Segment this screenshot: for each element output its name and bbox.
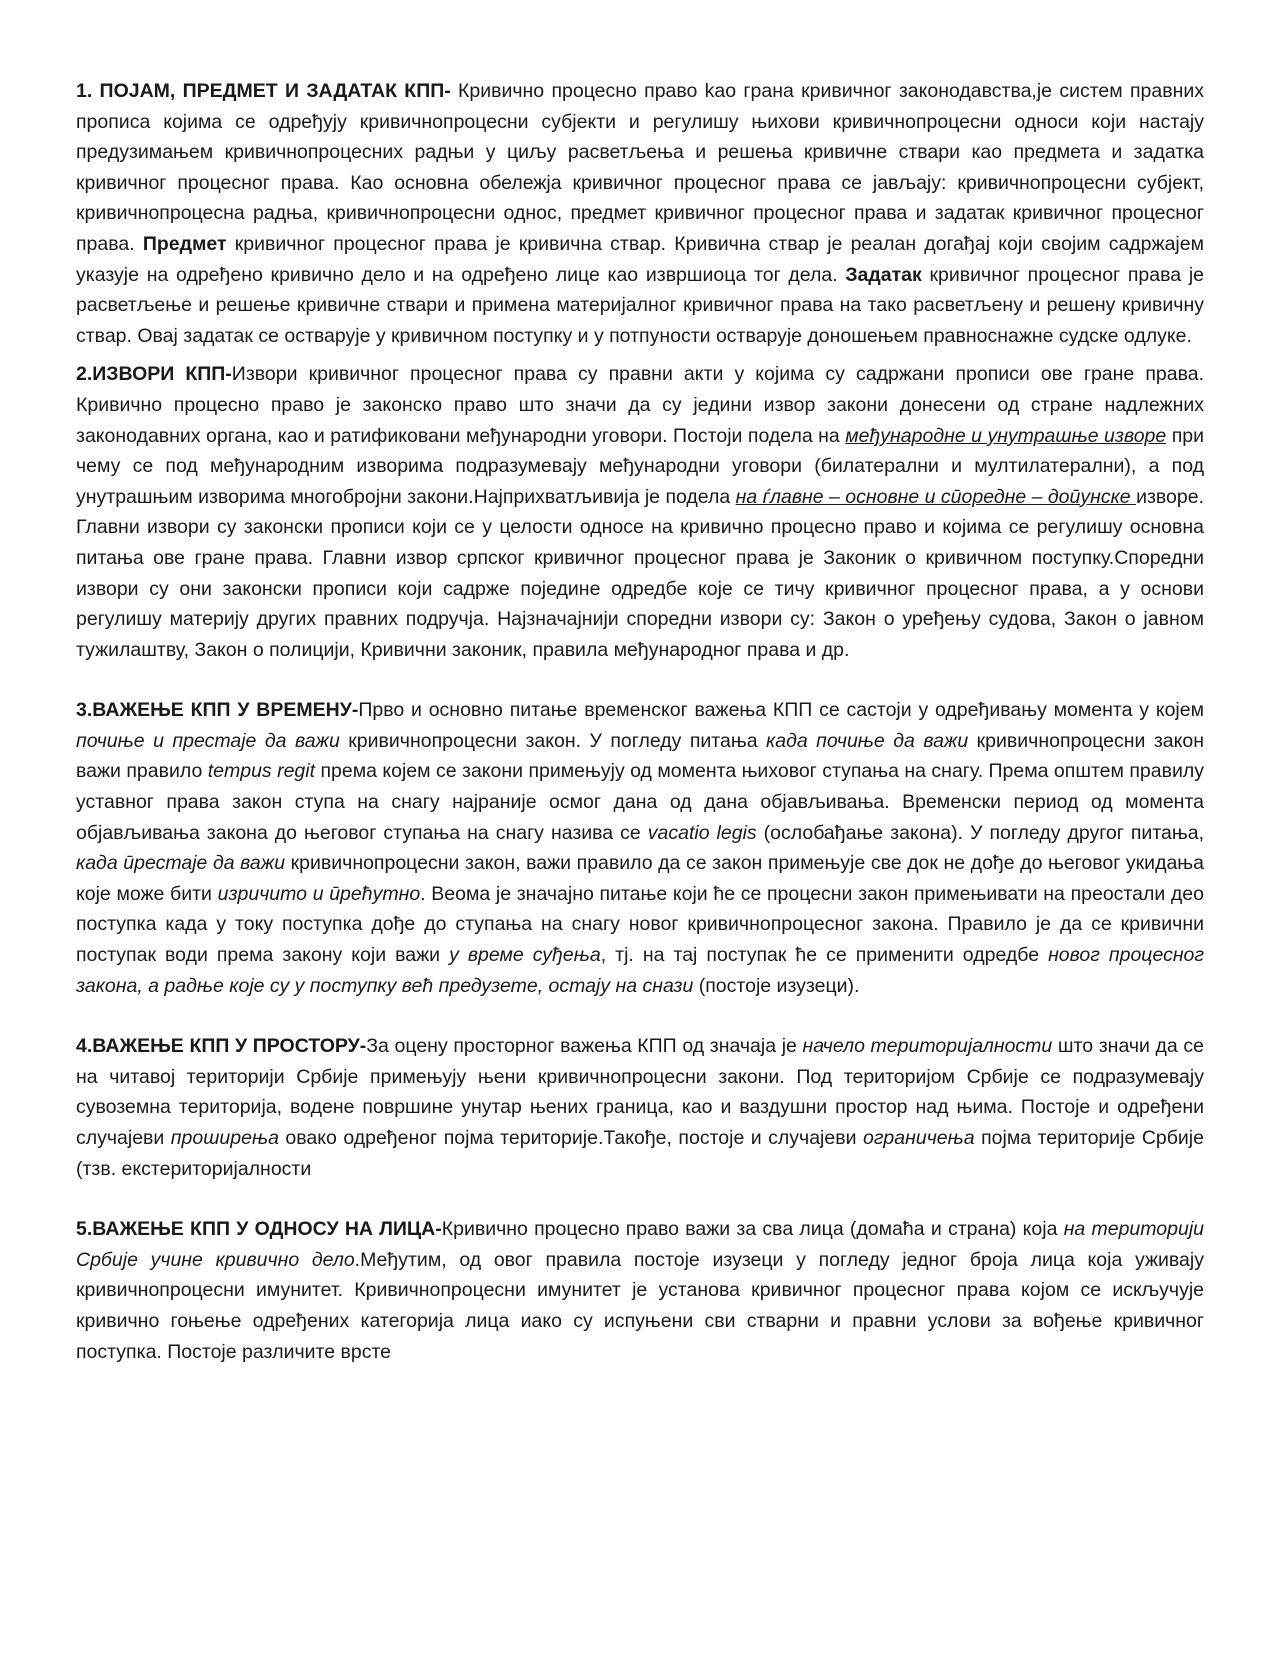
section-3-text: кривичнопроцесни закон. У погледу питања — [339, 729, 767, 752]
section-3-heading: 3.ВАЖЕЊЕ КПП У ВРЕМЕНУ- — [76, 699, 359, 722]
section-4-emphasis: проширења — [170, 1127, 279, 1149]
section-3-text: . Веома је значајно питање који ће се процесни закон примењивати на преостали део поступка када у току поступка дође до ступања на снагу новог кривичнопроцесног закона. Правило је да се кривични поступак води према закону који важи — [76, 882, 1204, 967]
section-3-text: (ослобађање закона). У погледу другог питања, — [756, 821, 1204, 844]
section-2-text: при чему се под међународним изворима подразумевају међународни уговори (билатерални и мултилатерални), а под унутрашњим изворима многобројни закони.Најприхватљивија је подела — [76, 424, 1204, 508]
document-body — [76, 76, 1204, 1367]
section-1-paragraph — [76, 76, 1204, 351]
section-2-heading: 2.ИЗВОРИ КПП- — [76, 363, 232, 386]
section-2-text: Извори кривичног процесног права су правни акти у којима су садржани прописи ове гране права. Кривично процесно право је законско право што значи да су једини извор закони донесени од стране надлежних законодавних органа, као и ратификовани међународни уговори. Постоји подела на — [76, 363, 1204, 447]
section-3-text: (постоје изузеци). — [693, 974, 860, 997]
section-4-text: За оцену просторног важења КПП од значаја је — [366, 1035, 803, 1058]
section-1-text: Кривично процесно право kao грана кривичног законодавства,је систем правних прописа којима се одређују кривичнопроцесни субјекти и регулишу њихови кривичнопроцесни односи који настају предузимањем кривичнопроцесних радњи у циљу расветљења и решења кривичне ствари као предмета и задатка кривичног процесног права. Као основна обележја кривичног процесног права се јављају: кривичнопроцесни субјект, кривичнопроцесна радња, кривичнопроцесни однос, предмет кривичног процесног права и задатак кривичног процесног права. — [76, 80, 1204, 255]
section-5-paragraph — [76, 1214, 1204, 1367]
section-3-text: Прво и основно питање временског важења КПП се састоји у одређивању момента у којем — [358, 699, 1204, 722]
section-3-text: кривичнопроцесни закон, важи правило да се закон примењује све док не дође до његовог укидања које може бити — [76, 852, 1204, 905]
section-5-heading: 5.ВАЖЕЊЕ КПП У ОДНОСУ НА ЛИЦА- — [76, 1218, 442, 1241]
section-4-heading: 4.ВАЖЕЊЕ КПП У ПРОСТОРУ- — [76, 1035, 367, 1058]
section-4-emphasis: ограничења — [862, 1127, 975, 1149]
section-3-emphasis: изричито и ӣрећутно — [217, 882, 421, 905]
section-3-emphasis: почиње и престаје да важи — [76, 729, 340, 752]
section-1-heading: 1. ПОЈАМ, ПРЕДМЕТ И ЗАДАТАК КПП- — [76, 80, 451, 102]
section-2-text: изворе. Главни извори су законски прописи који се у целости односе на кривично процесно право и којима се регулишу основна питања ове гране права. Главни извор српског кривичног процесног права је Законик о кривичном поступку.Споредни извори су они законски прописи који садрже поједине одредбе које се тичу кривичног процесног права, а у основи регулишу материју других правних подручја. Најзначајнији споредни извори су: Закон о уређењу судова, Закон о јавном тужилаштву, Закон о полицији, Кривични законик, правила међународног права и др. — [76, 485, 1204, 661]
section-3-emphasis: у време суђења — [449, 944, 601, 967]
section-3-emphasis: када почиње да важи — [766, 729, 969, 752]
section-3-emphasis: када ӣрестаје да важи — [76, 852, 286, 875]
section-5-text: .Међутим, од овог правила постоје изузеци у погледу једног броја лица која уживају кривичнопроцесни имунитет. Кривичнопроцесни имунитет је установа кривичног процесног права којом се искључује кривично гоњење одређених категорија лица иако су испуњени сви стварни и правни услови за вођење кривичног поступка. Постоје различите врсте — [76, 1248, 1204, 1363]
section-3-emphasis: новог процесног закона, а радње које су у поступку већ предузете, остају на снази — [76, 944, 1205, 997]
section-2-emphasis: на ѓлавне – основне и сӣоредне – доӣунске — [735, 485, 1137, 508]
section-3-text: кривичнопроцесни закон важи правило — [76, 729, 1205, 783]
section-3-text: , тј. на тај поступак ће се применити одредбе — [600, 944, 1049, 967]
section-4-text: што значи да се на читавој територији Србије примењују њени кривичнопроцесни закони. Под територијом Србије се подразумевају сувоземна територија, водене површине унутар њених граница, као и ваздушни простор над њима. Постоје и одређени случајеви — [76, 1035, 1205, 1149]
section-2-emphasis: међународне и унутрашње изворе — [845, 424, 1167, 447]
section-3-text: према којем се закони примењују од момента њиховог ступања на снагу. Према општем правилу уставног права закон ступа на снагу најраније осмог дана од дана објављивања. Временски период од момента објављивања закона до његовог ступања на снагу назива се — [76, 760, 1204, 844]
section-5-emphasis: на територији Србије учине кривично дело — [76, 1218, 1205, 1271]
section-3-latin-term: tempus regit — [207, 760, 316, 783]
section-4-paragraph — [76, 1031, 1204, 1184]
section-4-emphasis: начело територијалности — [802, 1035, 1053, 1058]
section-1-term-subject: Предмет — [142, 232, 227, 255]
section-1-text: кривичног процесног права је расветљење и решење кривичне ствари и примена материјалног кривичног права на тако расветљену и решену кривичну ствар. Овај задатак се остварује у кривичном поступку и у потпуности остварује доношењем правноснажне судске одлуке. — [76, 263, 1204, 347]
section-4-text: појма територије Србије (тзв. екстериторијалности — [76, 1127, 1204, 1180]
section-3-paragraph — [76, 695, 1204, 1001]
section-4-text: овако одређеног појма територије.Такође, постоје и случајеви — [278, 1127, 863, 1149]
section-5-text: Кривично процесно право важи за сва лица (домаћа и страна) која — [441, 1218, 1064, 1241]
section-2-paragraph — [76, 359, 1204, 665]
section-3-latin-term: vacatio legis — [647, 821, 757, 844]
section-1-text: кривичног процесног права је кривична ствар. Кривична ствар је реалан догађај који својим садржајем указује на одређено кривично дело и на одређено лице као извршиоца тог дела. — [76, 232, 1205, 286]
section-1-term-task: Задатак — [845, 263, 922, 286]
